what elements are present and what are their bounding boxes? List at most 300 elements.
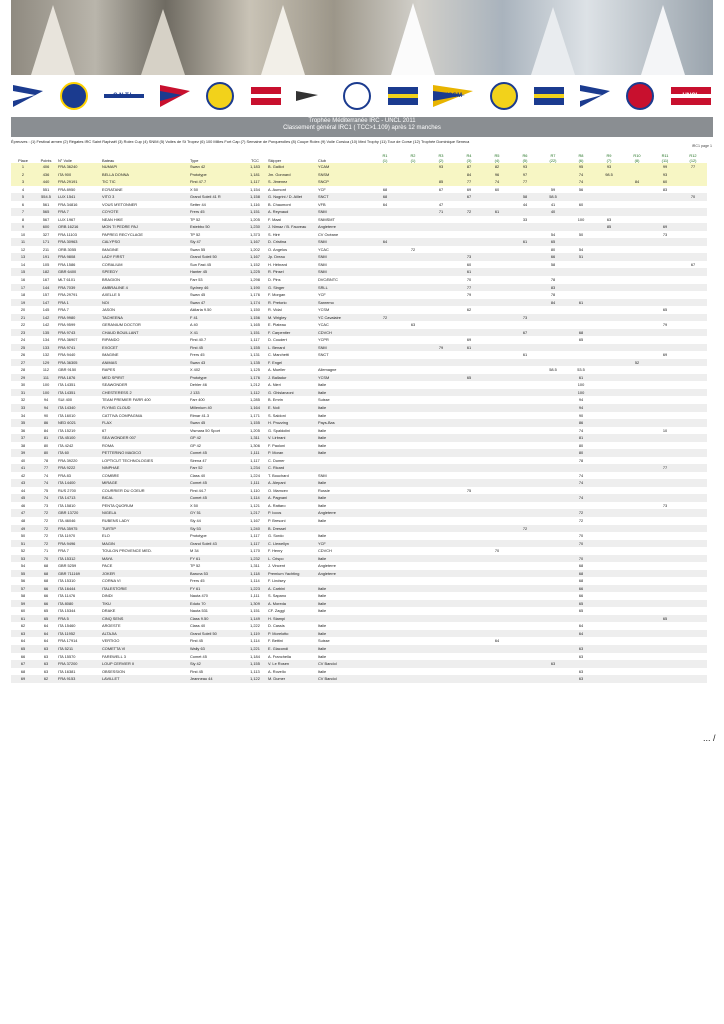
table-cell [679, 675, 707, 683]
table-cell [399, 306, 427, 314]
table-cell: 84 [455, 171, 483, 179]
table-cell [651, 457, 679, 465]
table-cell [511, 547, 539, 555]
table-cell [511, 479, 539, 487]
table-cell: Comet 45 [189, 494, 243, 502]
table-cell: ARGESTE [101, 622, 189, 630]
table-cell [399, 231, 427, 239]
table-cell: 49 [11, 525, 35, 533]
table-cell [371, 630, 399, 638]
table-cell [427, 457, 455, 465]
table-cell: 1,110 [243, 487, 267, 495]
table-cell [399, 562, 427, 570]
table-cell [483, 389, 511, 397]
table-cell [483, 299, 511, 307]
table-cell [427, 464, 455, 472]
table-cell [427, 238, 455, 246]
table-cell [371, 163, 399, 171]
table-cell: 1,205 [243, 216, 267, 224]
table-cell: 64 [35, 637, 57, 645]
table-cell [595, 457, 623, 465]
table-cell: 1,118 [243, 570, 267, 578]
table-cell [371, 562, 399, 570]
table-cell: FRA 1 [57, 299, 101, 307]
table-cell [651, 193, 679, 201]
table-cell: O. Angelos [267, 246, 317, 254]
table-cell [483, 344, 511, 352]
table-cell [371, 577, 399, 585]
table-cell: GBR 9150 [57, 366, 101, 374]
table-cell [539, 268, 567, 276]
table-cell: 70 [567, 555, 595, 563]
table-cell [511, 359, 539, 367]
table-cell [651, 653, 679, 661]
table-cell: 327 [35, 231, 57, 239]
table-cell [427, 306, 455, 314]
table-cell: FRA 9153 [57, 675, 101, 683]
table-cell: ITA 15310 [57, 577, 101, 585]
table-cell [399, 532, 427, 540]
table-cell [371, 660, 399, 668]
table-cell [427, 577, 455, 585]
table-cell: 1,111 [243, 479, 267, 487]
table-cell [399, 291, 427, 299]
table-row [11, 201, 713, 209]
table-cell: S. Saldoni [267, 412, 317, 420]
table-cell [399, 600, 427, 608]
round-seal-logo [294, 80, 328, 112]
table-cell: ITA 5211 [57, 645, 101, 653]
table-cell [317, 577, 371, 585]
table-cell: 1,125 [243, 366, 267, 374]
table-cell [483, 359, 511, 367]
table-cell: 133 [35, 344, 57, 352]
table-cell: B. Dressel [267, 525, 317, 533]
table-cell: RIPANDO [101, 336, 189, 344]
table-row [11, 600, 713, 608]
table-cell: SNSM [317, 171, 371, 179]
table-cell: COMBRE [101, 472, 189, 480]
table-cell: 41 [539, 201, 567, 209]
table-cell: SPEEDY [101, 268, 189, 276]
blue-badge-logo [578, 80, 612, 112]
table-cell [679, 668, 707, 676]
table-cell [511, 637, 539, 645]
table-cell [567, 637, 595, 645]
table-cell [483, 525, 511, 533]
table-cell: FRA 36240 [57, 163, 101, 171]
table-cell [595, 502, 623, 510]
table-cell: 38 [11, 442, 35, 450]
table-cell: J. Nimaz / B. Fauveau [267, 223, 317, 231]
table-cell: 1,181 [243, 171, 267, 179]
table-cell [595, 668, 623, 676]
table-cell: X 402 [189, 366, 243, 374]
table-cell: Pays-Bas [317, 419, 371, 427]
table-cell: 100 [567, 381, 595, 389]
table-cell [427, 600, 455, 608]
table-cell [567, 238, 595, 246]
table-cell [483, 336, 511, 344]
table-cell: SUI 400 [57, 396, 101, 404]
table-cell [623, 284, 651, 292]
table-cell [483, 321, 511, 329]
table-row [11, 464, 713, 472]
table-cell: 132 [35, 351, 57, 359]
table-cell: Suisse [317, 396, 371, 404]
table-cell [567, 268, 595, 276]
table-cell: Swan 43 [189, 359, 243, 367]
table-cell: 67 [511, 329, 539, 337]
table-cell: 1,117 [243, 457, 267, 465]
table-cell: First 40.7 [189, 336, 243, 344]
table-cell [371, 268, 399, 276]
table-cell [595, 186, 623, 194]
table-cell [679, 299, 707, 307]
table-cell: 78 [539, 276, 567, 284]
column-header: Club [318, 157, 327, 163]
table-cell [595, 284, 623, 292]
table-cell: ITA 900 [57, 171, 101, 179]
table-cell: TP 52 [189, 231, 243, 239]
table-cell [427, 532, 455, 540]
table-cell: 78 [539, 291, 567, 299]
table-cell [399, 615, 427, 623]
table-cell: F. Henry [267, 547, 317, 555]
table-cell [483, 201, 511, 209]
table-cell [399, 502, 427, 510]
table-cell: 1,117 [243, 532, 267, 540]
table-cell [623, 547, 651, 555]
table-cell [539, 359, 567, 367]
table-row [11, 268, 713, 276]
table-cell: 66 [539, 253, 567, 261]
table-row [11, 592, 713, 600]
table-cell [623, 231, 651, 239]
table-cell: FY 61 [189, 585, 243, 593]
table-cell [427, 630, 455, 638]
sail-shape [391, 3, 435, 75]
table-cell [455, 464, 483, 472]
table-cell [651, 412, 679, 420]
table-cell [483, 223, 511, 231]
table-cell [483, 607, 511, 615]
table-cell: 79 [651, 321, 679, 329]
table-cell: 40 [539, 208, 567, 216]
table-cell: 12 [11, 246, 35, 254]
table-row [11, 622, 713, 630]
table-cell [623, 525, 651, 533]
table-cell [399, 261, 427, 269]
table-cell: 1,306 [243, 442, 267, 450]
table-cell: Swan 45 [189, 291, 243, 299]
table-cell [623, 427, 651, 435]
table-cell: SEA WONDER 007 [101, 434, 189, 442]
table-cell: TACHEENA [101, 314, 189, 322]
table-cell: CV Bandol [317, 675, 371, 683]
table-cell [455, 246, 483, 254]
table-cell: 1,174 [243, 299, 267, 307]
table-cell [427, 675, 455, 683]
table-cell [679, 223, 707, 231]
table-cell [427, 246, 455, 254]
table-cell [427, 193, 455, 201]
table-cell: ITA 14351 [57, 381, 101, 389]
table-cell: P. Morelotto [267, 630, 317, 638]
table-cell [539, 442, 567, 450]
table-cell: 60 [11, 607, 35, 615]
table-cell: 73 [651, 502, 679, 510]
table-cell: 65 [455, 374, 483, 382]
table-cell: ITA 4242 [57, 442, 101, 450]
table-cell: 70 [35, 555, 57, 563]
table-cell [623, 442, 651, 450]
table-cell [399, 314, 427, 322]
table-cell: F. Paoloni [267, 442, 317, 450]
table-cell [511, 321, 539, 329]
table-cell: 1,167 [243, 238, 267, 246]
table-cell: 51 [11, 540, 35, 548]
table-cell: 1,165 [243, 321, 267, 329]
table-cell [511, 186, 539, 194]
table-cell [679, 494, 707, 502]
table-cell: FRA 1876 [57, 374, 101, 382]
table-cell [651, 314, 679, 322]
table-cell [679, 487, 707, 495]
table-cell [651, 645, 679, 653]
table-cell: 32 [11, 396, 35, 404]
table-cell: E. Giacondi [267, 645, 317, 653]
table-cell [651, 592, 679, 600]
table-cell [371, 607, 399, 615]
table-cell: 1,154 [243, 186, 267, 194]
table-cell [511, 389, 539, 397]
table-row [11, 615, 713, 623]
table-cell [455, 472, 483, 480]
table-cell [595, 389, 623, 397]
table-cell: E. Plateau [267, 321, 317, 329]
table-cell [539, 404, 567, 412]
table-row [11, 434, 713, 442]
table-cell: 63 [399, 321, 427, 329]
table-cell: A. Alepani [267, 479, 317, 487]
table-cell [371, 532, 399, 540]
table-row [11, 630, 713, 638]
table-cell [595, 299, 623, 307]
table-cell [371, 675, 399, 683]
table-cell [623, 434, 651, 442]
table-cell: F. Morgan [267, 291, 317, 299]
table-cell: 63 [11, 630, 35, 638]
table-cell [511, 336, 539, 344]
table-cell [399, 509, 427, 517]
header-banner-photo [11, 0, 713, 75]
table-cell [567, 487, 595, 495]
table-cell [595, 562, 623, 570]
table-cell: ITA 45100 [57, 434, 101, 442]
table-cell: SNCP [317, 178, 371, 186]
table-cell: 100 [567, 216, 595, 224]
table-cell: 2 [11, 171, 35, 179]
table-cell [651, 562, 679, 570]
table-row [11, 404, 713, 412]
table-row [11, 253, 713, 261]
table-cell [539, 577, 567, 585]
table-cell: 86 [35, 419, 57, 427]
table-cell: 93 [427, 163, 455, 171]
table-cell: CORNA VI [101, 577, 189, 585]
table-cell [679, 607, 707, 615]
table-cell: 1,117 [243, 336, 267, 344]
title-bar [11, 117, 713, 137]
table-cell: 29 [11, 374, 35, 382]
table-cell [511, 487, 539, 495]
table-cell: SNCT [317, 351, 371, 359]
table-cell: F. Maat [267, 216, 317, 224]
table-cell: 69 [651, 223, 679, 231]
table-cell: 100 [35, 381, 57, 389]
stars-flag-logo [532, 80, 566, 112]
table-cell: FRA 1586 [57, 261, 101, 269]
table-cell: 94 [567, 404, 595, 412]
table-cell [371, 637, 399, 645]
table-cell: 100 [35, 389, 57, 397]
logo-label: C.N.T.L. [113, 93, 136, 99]
table-cell: ITA 14400 [57, 479, 101, 487]
table-cell [651, 570, 679, 578]
table-cell: LAVILLET [101, 675, 189, 683]
table-cell: 23 [11, 329, 35, 337]
table-cell [427, 216, 455, 224]
table-cell: B. Chaumont [267, 201, 317, 209]
table-cell [651, 487, 679, 495]
table-cell: 77 [455, 284, 483, 292]
column-header: R4 (3) [466, 153, 472, 163]
table-cell [371, 359, 399, 367]
table-cell: 63 [567, 668, 595, 676]
table-cell [317, 359, 371, 367]
table-cell: Jp. Dreau [267, 253, 317, 261]
table-cell [371, 600, 399, 608]
table-cell [399, 238, 427, 246]
table-cell [371, 404, 399, 412]
table-cell: 64 [11, 637, 35, 645]
table-cell [539, 487, 567, 495]
table-cell: 74 [567, 472, 595, 480]
table-cell [539, 389, 567, 397]
table-cell: 1,167 [243, 253, 267, 261]
table-cell [567, 351, 595, 359]
table-cell: 54 [567, 246, 595, 254]
table-cell: Swan 42 [189, 163, 243, 171]
table-cell [623, 223, 651, 231]
table-row [11, 351, 713, 359]
table-cell [371, 351, 399, 359]
table-cell [595, 622, 623, 630]
table-cell [483, 419, 511, 427]
table-cell: SNM [317, 472, 371, 480]
table-cell [483, 246, 511, 254]
table-cell [371, 419, 399, 427]
table-cell: X 41 [189, 329, 243, 337]
table-cell [511, 284, 539, 292]
table-cell: Italie [317, 389, 371, 397]
table-cell [455, 223, 483, 231]
table-row [11, 238, 713, 246]
table-cell [623, 396, 651, 404]
table-cell: Wally 63 [189, 645, 243, 653]
table-cell: 27 [11, 359, 35, 367]
table-cell [399, 359, 427, 367]
table-cell [595, 291, 623, 299]
table-cell [483, 374, 511, 382]
table-cell: FRA 11103 [57, 231, 101, 239]
table-cell: 77 [679, 163, 707, 171]
table-cell [539, 525, 567, 533]
table-cell [455, 502, 483, 510]
table-cell [317, 615, 371, 623]
table-cell [427, 509, 455, 517]
table-cell: 1,183 [243, 163, 267, 171]
table-cell: 1,309 [243, 600, 267, 608]
table-cell [483, 540, 511, 548]
table-cell [679, 472, 707, 480]
table-cell [371, 615, 399, 623]
table-cell: 1,190 [243, 284, 267, 292]
table-cell [455, 314, 483, 322]
table-cell: Italie [317, 630, 371, 638]
table-cell: S. Hiré [267, 231, 317, 239]
table-cell [623, 321, 651, 329]
table-cell: YCAC [317, 246, 371, 254]
table-cell [651, 253, 679, 261]
table-cell [595, 201, 623, 209]
table-cell [371, 336, 399, 344]
table-cell [567, 291, 595, 299]
table-cell: 84 [623, 178, 651, 186]
table-cell [511, 509, 539, 517]
table-cell: GP 42 [189, 434, 243, 442]
table-cell [567, 359, 595, 367]
table-cell: 69 [651, 351, 679, 359]
table-row [11, 329, 713, 337]
table-cell: F. Carpentier [267, 329, 317, 337]
table-cell [483, 585, 511, 593]
table-cell: 74 [35, 479, 57, 487]
table-cell [539, 532, 567, 540]
table-cell [371, 231, 399, 239]
table-cell: P. Moran [267, 449, 317, 457]
table-cell: 60 [483, 186, 511, 194]
column-header: R8 (6) [578, 153, 584, 163]
table-cell [679, 276, 707, 284]
table-cell: Baruna 53 [189, 570, 243, 578]
table-cell [623, 449, 651, 457]
table-cell [399, 547, 427, 555]
yellow-pennant-logo [203, 80, 237, 112]
table-cell [511, 464, 539, 472]
table-cell: H. Prozzing [267, 419, 317, 427]
table-cell: Allemagne [317, 366, 371, 374]
table-cell: 1,114 [243, 637, 267, 645]
table-row [11, 314, 713, 322]
table-cell [427, 517, 455, 525]
table-cell: 1,155 [243, 660, 267, 668]
table-cell: NOI [101, 299, 189, 307]
table-cell [567, 284, 595, 292]
table-cell: 72 [455, 208, 483, 216]
table-cell [371, 321, 399, 329]
